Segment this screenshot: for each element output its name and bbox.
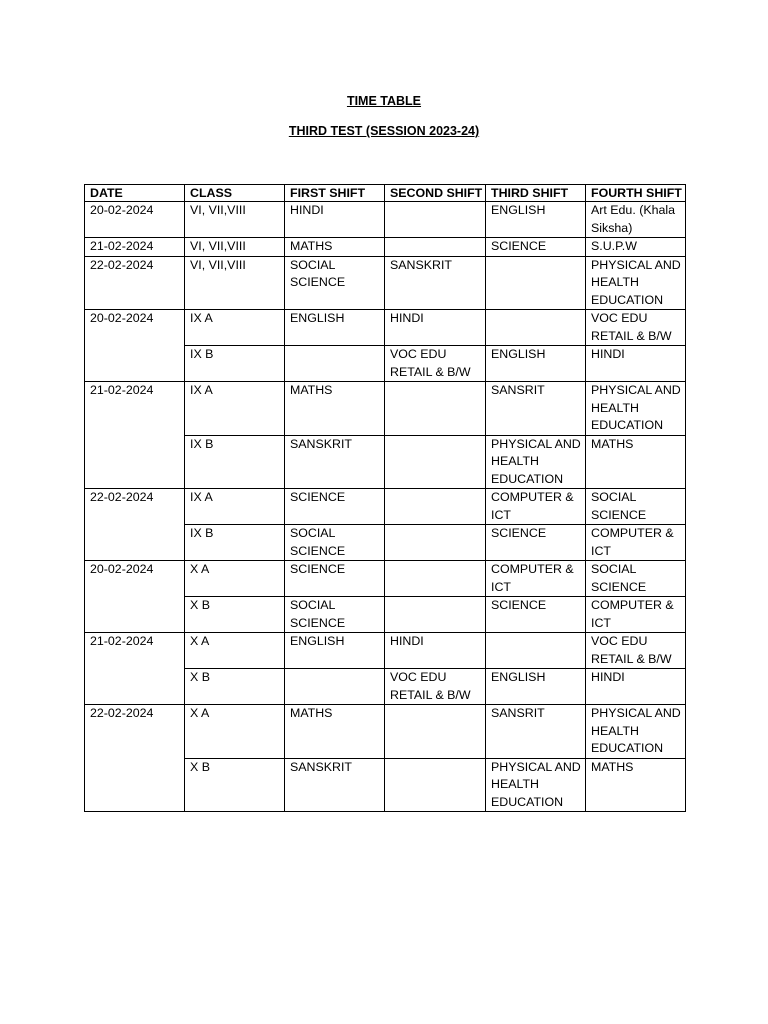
class-cell: X B [185, 758, 285, 812]
third-shift-cell: ENGLISH [486, 669, 586, 705]
class-cell: VI, VII,VIII [185, 238, 285, 257]
first-shift-cell: SANSKRIT [285, 758, 385, 812]
fourth-shift-cell: VOC EDU RETAIL & B/W [586, 310, 686, 346]
header-second-shift: SECOND SHIFT [385, 185, 486, 202]
fourth-shift-cell: SOCIAL SCIENCE [586, 561, 686, 597]
date-cell: 21-02-2024 [85, 238, 185, 257]
first-shift-cell [285, 346, 385, 382]
header-first-shift: FIRST SHIFT [285, 185, 385, 202]
header-fourth-shift: FOURTH SHIFT [586, 185, 686, 202]
second-shift-cell: VOC EDU RETAIL & B/W [385, 346, 486, 382]
third-shift-cell: SCIENCE [486, 238, 586, 257]
date-cell: 22-02-2024 [85, 705, 185, 812]
class-cell: IX B [185, 525, 285, 561]
date-cell: 21-02-2024 [85, 382, 185, 489]
first-shift-cell: MATHS [285, 238, 385, 257]
fourth-shift-cell: COMPUTER & ICT [586, 597, 686, 633]
page-subtitle: THIRD TEST (SESSION 2023-24) [288, 124, 480, 138]
class-cell: X B [185, 597, 285, 633]
table-row [85, 561, 686, 597]
third-shift-cell: COMPUTER & ICT [486, 561, 586, 597]
timetable [84, 184, 686, 812]
second-shift-cell [385, 597, 486, 633]
third-shift-cell: ENGLISH [486, 202, 586, 238]
class-cell: X A [185, 561, 285, 597]
third-shift-cell: PHYSICAL AND HEALTH EDUCATION [486, 758, 586, 812]
date-cell: 21-02-2024 [85, 633, 185, 705]
second-shift-cell [385, 202, 486, 238]
fourth-shift-cell: PHYSICAL AND HEALTH EDUCATION [586, 705, 686, 759]
header-date: DATE [85, 185, 185, 202]
first-shift-cell: SOCIAL SCIENCE [285, 525, 385, 561]
third-shift-cell [486, 256, 586, 310]
second-shift-cell: HINDI [385, 633, 486, 669]
date-cell: 22-02-2024 [85, 256, 185, 310]
date-cell: 20-02-2024 [85, 202, 185, 238]
second-shift-cell: HINDI [385, 310, 486, 346]
third-shift-cell: SCIENCE [486, 597, 586, 633]
second-shift-cell [385, 382, 486, 436]
class-cell: X A [185, 705, 285, 759]
first-shift-cell: SOCIAL SCIENCE [285, 597, 385, 633]
header-row [85, 185, 686, 202]
second-shift-cell [385, 758, 486, 812]
class-cell: IX A [185, 489, 285, 525]
table-row [85, 256, 686, 310]
second-shift-cell [385, 435, 486, 489]
fourth-shift-cell: VOC EDU RETAIL & B/W [586, 633, 686, 669]
date-cell: 20-02-2024 [85, 310, 185, 382]
table-row [85, 238, 686, 257]
third-shift-cell: SANSRIT [486, 705, 586, 759]
third-shift-cell: SCIENCE [486, 525, 586, 561]
class-cell: VI, VII,VIII [185, 256, 285, 310]
fourth-shift-cell: COMPUTER & ICT [586, 525, 686, 561]
fourth-shift-cell: MATHS [586, 758, 686, 812]
class-cell: IX A [185, 382, 285, 436]
first-shift-cell: ENGLISH [285, 633, 385, 669]
third-shift-cell: COMPUTER & ICT [486, 489, 586, 525]
fourth-shift-cell: HINDI [586, 669, 686, 705]
second-shift-cell [385, 238, 486, 257]
table-row [85, 310, 686, 346]
fourth-shift-cell: Art Edu. (Khala Siksha) [586, 202, 686, 238]
class-cell: VI, VII,VIII [185, 202, 285, 238]
table-row [85, 633, 686, 669]
fourth-shift-cell: SOCIAL SCIENCE [586, 489, 686, 525]
second-shift-cell [385, 561, 486, 597]
fourth-shift-cell: PHYSICAL AND HEALTH EDUCATION [586, 382, 686, 436]
first-shift-cell: SCIENCE [285, 489, 385, 525]
table-row [85, 382, 686, 436]
header-class: CLASS [185, 185, 285, 202]
first-shift-cell: HINDI [285, 202, 385, 238]
table-row [85, 705, 686, 759]
class-cell: IX B [185, 346, 285, 382]
fourth-shift-cell: HINDI [586, 346, 686, 382]
fourth-shift-cell: MATHS [586, 435, 686, 489]
table-row [85, 202, 686, 238]
class-cell: IX A [185, 310, 285, 346]
first-shift-cell: SANSKRIT [285, 435, 385, 489]
first-shift-cell [285, 669, 385, 705]
third-shift-cell [486, 310, 586, 346]
third-shift-cell: PHYSICAL AND HEALTH EDUCATION [486, 435, 586, 489]
second-shift-cell: VOC EDU RETAIL & B/W [385, 669, 486, 705]
first-shift-cell: MATHS [285, 705, 385, 759]
fourth-shift-cell: S.U.P.W [586, 238, 686, 257]
class-cell: IX B [185, 435, 285, 489]
second-shift-cell [385, 705, 486, 759]
fourth-shift-cell: PHYSICAL AND HEALTH EDUCATION [586, 256, 686, 310]
class-cell: X A [185, 633, 285, 669]
second-shift-cell [385, 489, 486, 525]
third-shift-cell [486, 633, 586, 669]
header-third-shift: THIRD SHIFT [486, 185, 586, 202]
second-shift-cell [385, 525, 486, 561]
third-shift-cell: SANSRIT [486, 382, 586, 436]
first-shift-cell: MATHS [285, 382, 385, 436]
class-cell: X B [185, 669, 285, 705]
page-title: TIME TABLE [346, 94, 422, 108]
first-shift-cell: ENGLISH [285, 310, 385, 346]
date-cell: 22-02-2024 [85, 489, 185, 561]
first-shift-cell: SCIENCE [285, 561, 385, 597]
second-shift-cell: SANSKRIT [385, 256, 486, 310]
table-row [85, 489, 686, 525]
third-shift-cell: ENGLISH [486, 346, 586, 382]
date-cell: 20-02-2024 [85, 561, 185, 633]
first-shift-cell: SOCIAL SCIENCE [285, 256, 385, 310]
